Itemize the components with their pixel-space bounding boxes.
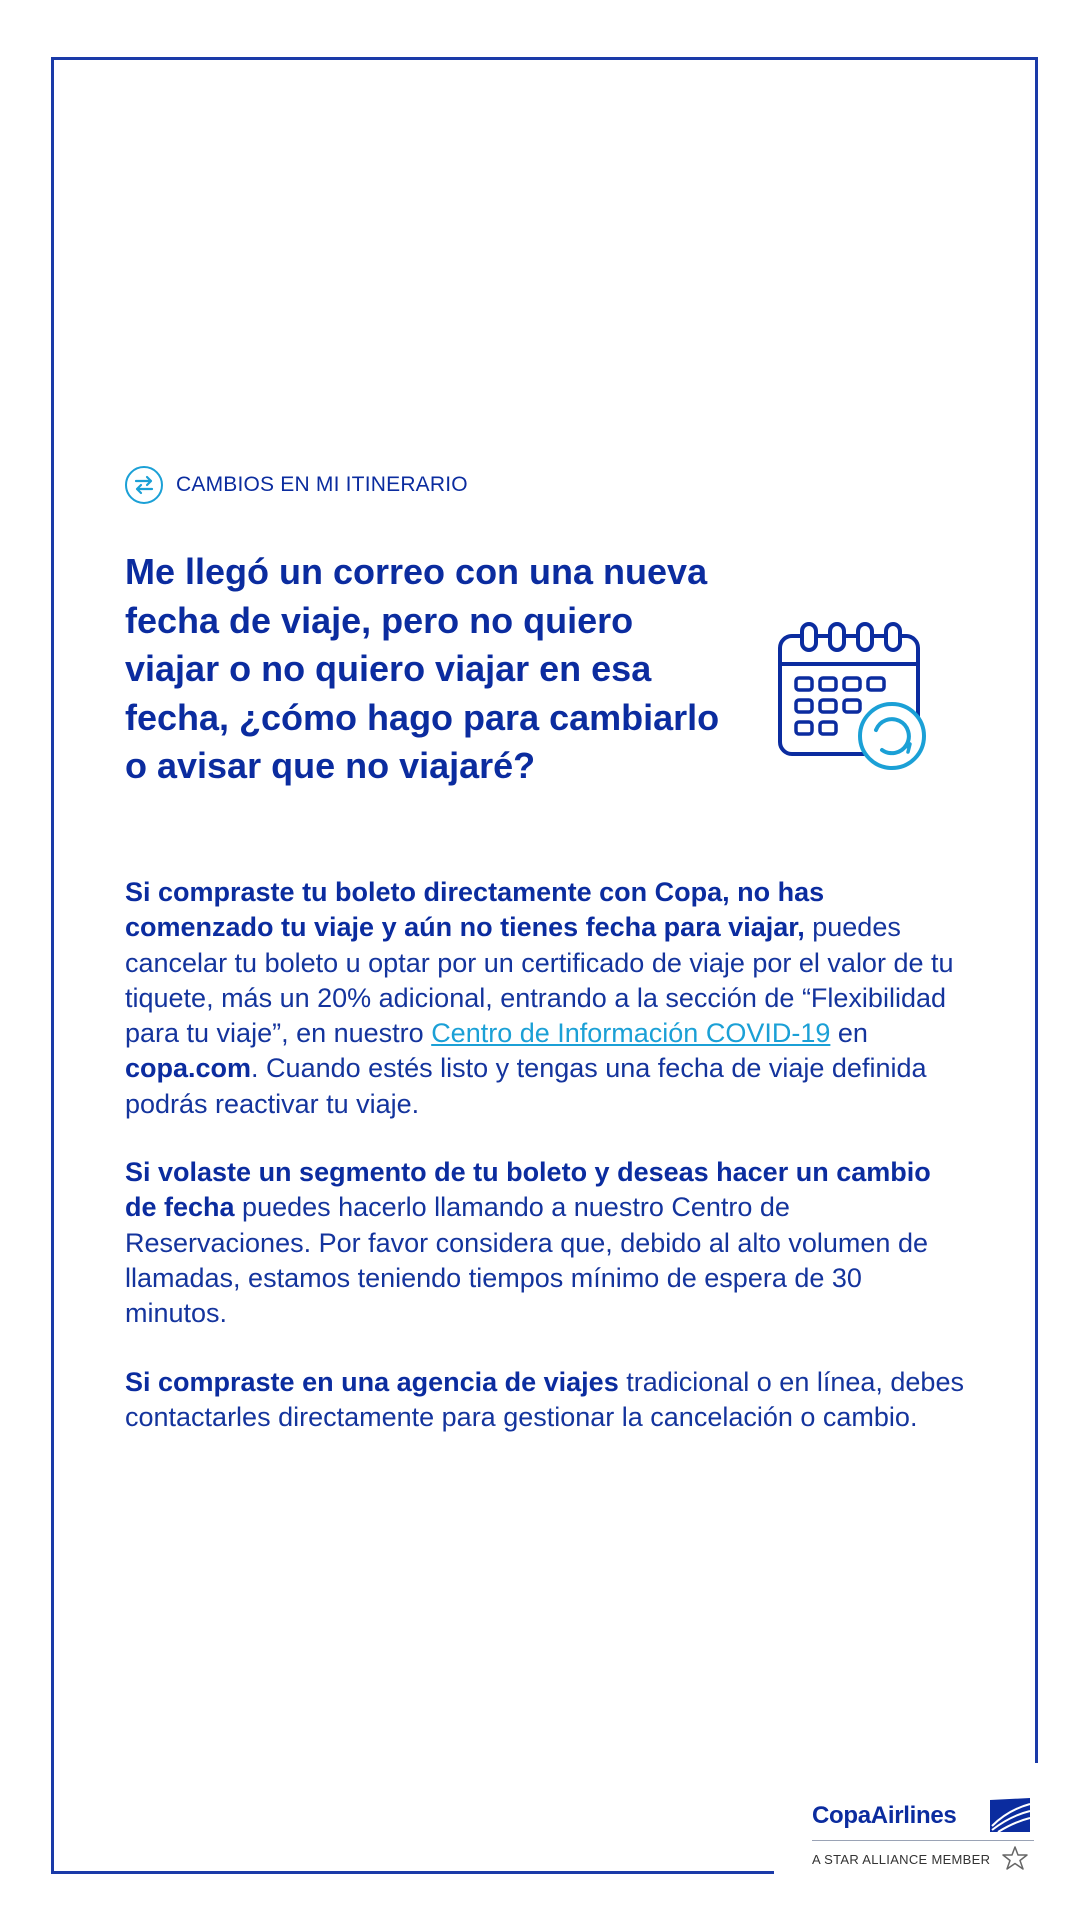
star-alliance-icon (1002, 1846, 1028, 1870)
alliance-tagline: A STAR ALLIANCE MEMBER (812, 1852, 991, 1867)
paragraph-direct-purchase-intro: Si compraste tu boleto directamente con Copa, no has comenzado tu viaje y aún no tienes fecha para viajar, (125, 877, 825, 943)
paragraph-flown-segment-intro: Si volaste un segmento de tu boleto y deseas hacer un cambio de fecha (125, 1157, 931, 1223)
border-bottom (51, 1871, 774, 1874)
page-title: Me llegó un correo con una nueva fecha de viaje, pero no quiero viajar o no quiero viajar en esa fecha, ¿cómo hago para cambiarlo o avisar que no viajaré? (125, 551, 720, 786)
border-left (51, 57, 54, 1874)
paragraph-flown-segment-text: puedes hacerlo llamando a nuestro Centro de Reservaciones. Por favor considera que, debido al alto volumen de llamadas, estamos teniendo tiempos mínimo de espera de 30 minutos. (125, 1192, 928, 1329)
swap-arrows-icon (125, 466, 163, 504)
calendar-refresh-icon (772, 618, 928, 773)
logo-divider (812, 1840, 1034, 1841)
paragraph-flown-segment (125, 1155, 965, 1331)
category-tag (125, 466, 468, 504)
copa-wing-icon (988, 1796, 1034, 1836)
border-top (51, 57, 1038, 60)
paragraph-direct-purchase-text: puedes cancelar tu boleto u optar por un certificado de viaje por el valor de tu tiquete, más un 20% adicional, entrando a la sección de “Flexibilidad para tu viaje”, en nuestro (125, 912, 954, 1049)
paragraph-direct-purchase (125, 875, 965, 1122)
copa-airlines-logo (812, 1796, 1038, 1892)
brand-name: CopaAirlines (812, 1802, 957, 1829)
paragraph-travel-agency-intro: Si compraste en una agencia de viajes (125, 1367, 619, 1397)
category-label: CAMBIOS EN MI ITINERARIO (176, 473, 468, 496)
paragraph-travel-agency (125, 1365, 965, 1436)
paragraph-direct-purchase-closing: . Cuando estés listo y tengas una fecha de viaje definida podrás reactivar tu viaje. (125, 1053, 927, 1119)
covid-info-center-link[interactable]: Centro de Información COVID-19 (431, 1018, 831, 1049)
paragraph-travel-agency-text: tradicional o en línea, debes contactarles directamente para gestionar la cancelación o cambio. (125, 1367, 964, 1433)
border-right (1035, 57, 1038, 1763)
site-name: copa.com (125, 1053, 252, 1084)
paragraph-direct-purchase-connector: en (830, 1018, 868, 1049)
